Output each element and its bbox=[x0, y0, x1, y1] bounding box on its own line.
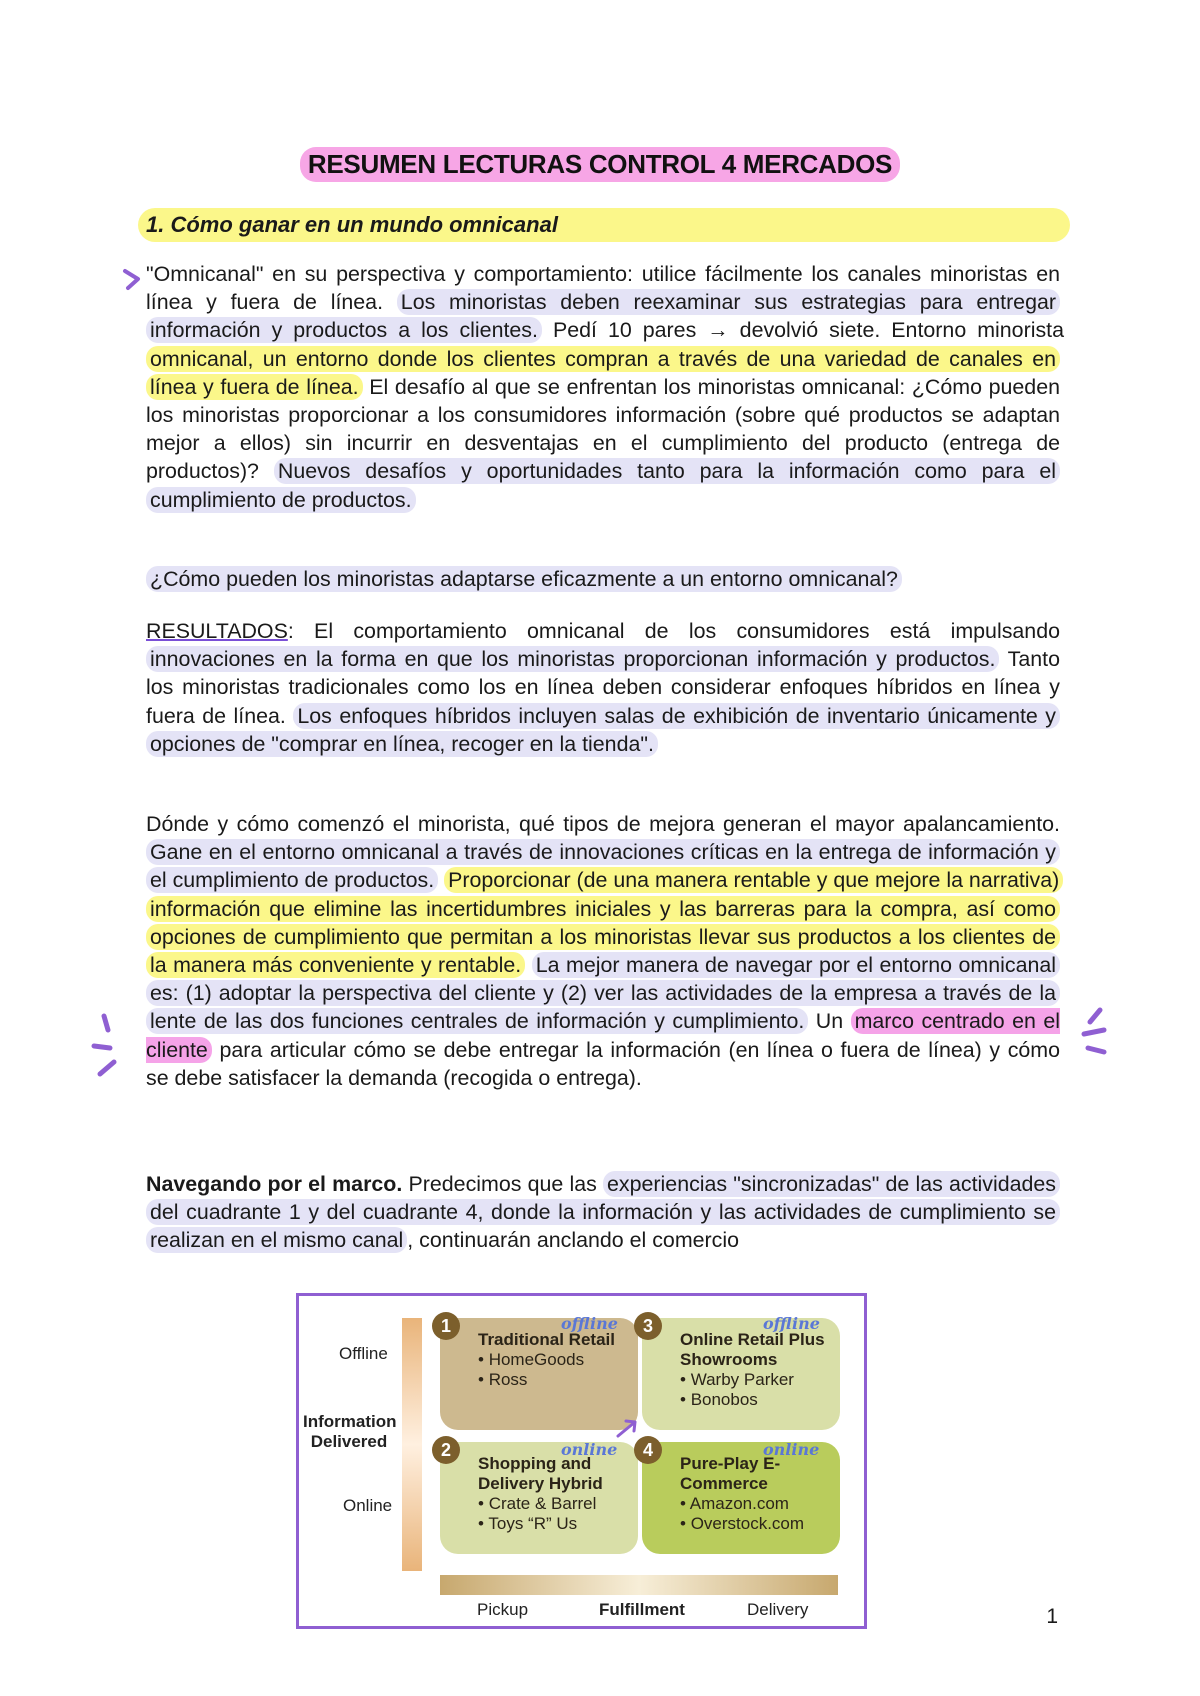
y-axis-title: Information Delivered bbox=[303, 1412, 397, 1451]
quadrant-item: • Ross bbox=[478, 1370, 626, 1390]
quadrant-title: Traditional Retail bbox=[478, 1330, 615, 1349]
quadrant-number-badge: 2 bbox=[432, 1436, 460, 1464]
emphasis-marks-right-icon bbox=[1076, 1004, 1110, 1062]
quadrant-number-badge: 4 bbox=[634, 1436, 662, 1464]
p4-space-2 bbox=[525, 953, 531, 977]
x-label-delivery: Delivery bbox=[747, 1600, 809, 1619]
handwritten-arrow-icon bbox=[615, 1414, 641, 1440]
p4-highlight-pink: marco centrado en el cliente bbox=[146, 1009, 1061, 1062]
arrow-mark-icon bbox=[122, 268, 142, 292]
page-number: 1 bbox=[1046, 1605, 1058, 1628]
p4-highlight-lavender-1: Gane en el entorno omnicanal a través de innovaciones críticas en la entrega de información y el cumplimiento de productos. bbox=[146, 839, 1060, 893]
paragraph-question bbox=[146, 565, 1060, 593]
quadrant-item: • Warby Parker bbox=[680, 1370, 828, 1390]
x-axis-title: Fulfillment bbox=[599, 1600, 685, 1619]
p3-text-c: Tanto los minoristas tradicionales como los en línea deben considerar enfoques híbridos en línea y fuera de línea. bbox=[146, 647, 1060, 728]
quadrant-item: • Overstock.com bbox=[680, 1514, 828, 1534]
paragraph-navegando bbox=[146, 1170, 1060, 1255]
fulfillment-axis-bar bbox=[440, 1575, 838, 1595]
paragraph-donde bbox=[146, 810, 1060, 1092]
y-label-online: Online bbox=[343, 1496, 393, 1515]
quadrant-title: Shopping and Delivery Hybrid bbox=[478, 1454, 603, 1493]
p5-bold-lead: Navegando por el marco. bbox=[146, 1172, 403, 1196]
p4-highlight-yellow: Proporcionar (de una manera rentable y que mejore la narrativa) información que elimine las incertidumbres iniciales y las barreras para la compra, así como opciones de cumplimiento que permitan a los minoristas llevar sus productos a los clientes de la manera más conveniente y rentable. bbox=[146, 867, 1063, 978]
p5-highlight: experiencias "sincronizadas" de las actividades del cuadrante 1 y del cuadrante 4, donde la información y las actividades de cumplimiento se realizan en el mismo canal bbox=[146, 1171, 1060, 1253]
p3-highlight-2: Los enfoques híbridos incluyen salas de exhibición de inventario únicamente y opciones de "comprar en línea, recoger en la tienda". bbox=[146, 703, 1060, 757]
quadrant-item: • HomeGoods bbox=[478, 1350, 626, 1370]
p5-text-a: Predecimos que las bbox=[402, 1172, 604, 1196]
p1-highlight-yellow: omnicanal, un entorno donde los clientes compran a través de una variedad de canales en línea y fuera de línea. bbox=[146, 346, 1060, 400]
p1-text-a: "Omnicanal" en su perspectiva y comportamiento: utilice fácilmente los canales minoristas en línea y fuera de línea. bbox=[146, 262, 1060, 315]
emphasis-marks-left-icon bbox=[90, 1010, 124, 1082]
p1-highlight-lavender-1: Los minoristas deben reexaminar sus estrategias para entregar información y productos a los clientes. bbox=[146, 289, 1060, 343]
quadrant-title: Online Retail Plus Showrooms bbox=[680, 1330, 825, 1369]
omnichannel-framework-figure bbox=[296, 1293, 867, 1629]
quadrant-title: Pure-Play E-Commerce bbox=[680, 1454, 781, 1493]
handwritten-tag: online bbox=[561, 1440, 618, 1459]
y-label-offline: Offline bbox=[339, 1344, 388, 1363]
paragraph-omnicanal bbox=[146, 260, 1064, 514]
x-label-pickup: Pickup bbox=[477, 1600, 529, 1619]
quadrant-item: • Crate & Barrel bbox=[478, 1494, 626, 1514]
p4-text-a: Dónde y cómo comenzó el minorista, qué tipos de mejora generan el mayor apalancamiento. bbox=[146, 812, 1060, 836]
document-title: RESUMEN LECTURAS CONTROL 4 MERCADOS bbox=[300, 147, 900, 182]
quadrant-online-retail-showrooms bbox=[642, 1318, 840, 1430]
section-heading-highlight bbox=[138, 208, 1070, 242]
quadrant-number-badge: 1 bbox=[432, 1312, 460, 1340]
section-heading: 1. Cómo ganar en un mundo omnicanal bbox=[146, 212, 558, 237]
p1-text-c: Pedí 10 pares → devolvió siete. Entorno minorista bbox=[541, 318, 1064, 343]
quadrant-item: • Toys “R” Us bbox=[478, 1514, 626, 1534]
p1-text-e: El desafío al que se enfrentan los minoristas omnicanal: ¿Cómo pueden los minoristas proporcionar a los consumidores información (sobre qué productos se adaptan mejor a ellos) sin incurrir en desventajas en el cumplimiento del producto (entrega de productos)? bbox=[146, 374, 1060, 484]
handwritten-tag: offline bbox=[763, 1314, 820, 1333]
p4-highlight-lavender-2: La mejor manera de navegar por el entorno omnicanal es: (1) adoptar la perspectiva del cliente y (2) ver las actividades de la empresa a través de la lente de las dos funciones centrales de información y cumplimiento. bbox=[146, 952, 1060, 1034]
p1-highlight-lavender-2: Nuevos desafíos y oportunidades tanto para la información como para el cumplimiento de productos. bbox=[146, 458, 1060, 512]
p3-highlight-1: innovaciones en la forma en que los minoristas proporcionan información y productos. bbox=[146, 646, 999, 672]
resultados-label: RESULTADOS bbox=[146, 619, 288, 643]
information-axis-bar bbox=[402, 1318, 422, 1571]
p2-highlight: ¿Cómo pueden los minoristas adaptarse eficazmente a un entorno omnicanal? bbox=[146, 566, 902, 592]
quadrant-number-badge: 3 bbox=[634, 1312, 662, 1340]
title-container bbox=[0, 147, 1200, 182]
p4-text-g: Un bbox=[808, 1009, 851, 1034]
p4-text-i: para articular cómo se debe entregar la información (en línea o fuera de línea) y cómo se debe satisfacer la demanda (recogida o entrega). bbox=[146, 1037, 1060, 1090]
p3-text-a: : El comportamiento omnicanal de los consumidores está impulsando bbox=[287, 619, 1060, 643]
quadrant-item: • Bonobos bbox=[680, 1390, 828, 1410]
handwritten-tag: online bbox=[763, 1440, 820, 1459]
handwritten-tag: offline bbox=[561, 1314, 618, 1333]
quadrant-item: • Amazon.com bbox=[680, 1494, 828, 1514]
quadrant-traditional-retail bbox=[440, 1318, 638, 1430]
paragraph-resultados bbox=[146, 617, 1060, 758]
p5-text-c: , continuarán anclando el comercio bbox=[407, 1228, 740, 1253]
